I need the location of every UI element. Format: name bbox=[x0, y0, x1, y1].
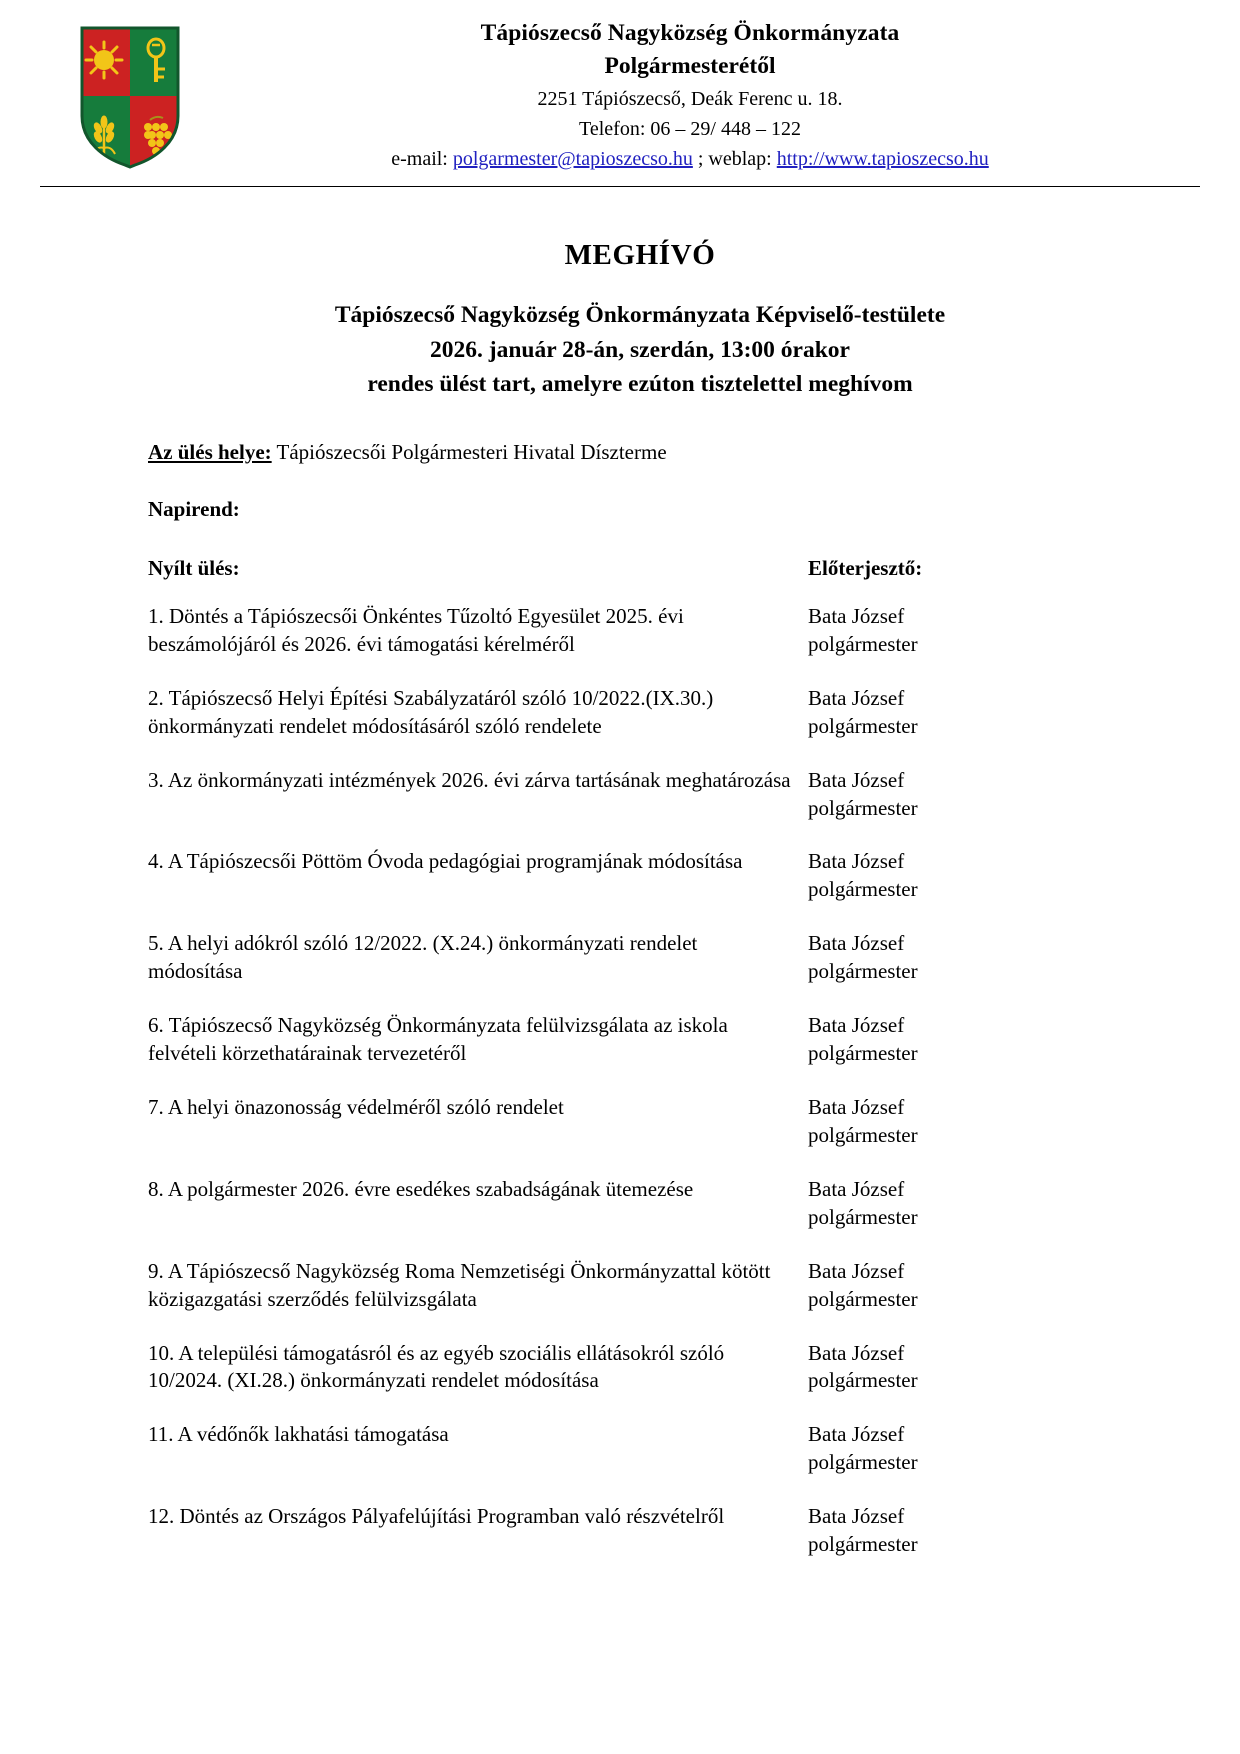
website-link[interactable]: http://www.tapioszecso.hu bbox=[776, 147, 989, 170]
agenda-item-presenter bbox=[808, 1176, 1132, 1232]
agenda-item-presenter bbox=[808, 1258, 1132, 1314]
agenda-item-presenter bbox=[808, 1421, 1132, 1477]
agenda-row bbox=[148, 1094, 1132, 1150]
letterhead bbox=[0, 0, 1240, 172]
agenda-item-presenter bbox=[808, 848, 1132, 904]
presenter-role: polgármester bbox=[808, 795, 918, 820]
agenda-item-topic: 7. A helyi önazonosság védelméről szóló rendelet bbox=[148, 1095, 564, 1120]
presenter-name: Bata József bbox=[808, 1095, 905, 1120]
announcement-line-1: Tápiószecső Nagyközség Önkormányzata Képviselő-testülete bbox=[334, 302, 946, 329]
agenda-row bbox=[148, 1503, 1132, 1559]
agenda-item-topic: 5. A helyi adókról szóló 12/2022. (X.24.) önkormányzati rendelet módosítása bbox=[148, 931, 698, 984]
presenter-role: polgármester bbox=[808, 1532, 918, 1557]
announcement-line-2: 2026. január 28-án, szerdán, 13:00 órakor bbox=[430, 336, 850, 363]
coat-of-arms-icon bbox=[78, 24, 182, 170]
agenda-row bbox=[148, 1340, 1132, 1396]
agenda-item-presenter bbox=[808, 1094, 1132, 1150]
agenda-item-topic: 1. Döntés a Tápiószecsői Önkéntes Tűzoltó Egyesület 2025. évi beszámolójáról és 2026. évi támogatási kérelméről bbox=[148, 603, 684, 656]
meeting-announcement bbox=[148, 298, 1132, 402]
presenter-name: Bata József bbox=[808, 1340, 905, 1365]
column-header-topic: Nyílt ülés: bbox=[148, 555, 240, 580]
document-body bbox=[0, 239, 1240, 1559]
presenter-role: polgármester bbox=[808, 1450, 918, 1475]
agenda-row bbox=[148, 848, 1132, 904]
agenda-item-presenter bbox=[808, 767, 1132, 823]
agenda-item-presenter bbox=[808, 1012, 1132, 1068]
presenter-role: polgármester bbox=[808, 713, 918, 738]
agenda-list bbox=[148, 603, 1132, 1559]
agenda-item-presenter bbox=[808, 603, 1132, 659]
presenter-role: polgármester bbox=[808, 1041, 918, 1066]
presenter-name: Bata József bbox=[808, 1258, 905, 1283]
presenter-name: Bata József bbox=[808, 1504, 905, 1529]
agenda-item-topic: 10. A települési támogatásról és az egyéb szociális ellátásokról szóló 10/2024. (XI.28.) önkormányzati rendelet módosítása bbox=[148, 1340, 725, 1393]
agenda-row bbox=[148, 1012, 1132, 1068]
page-title: MEGHÍVÓ bbox=[564, 239, 716, 272]
agenda-item-topic: 2. Tápiószecső Helyi Építési Szabályzatáról szóló 10/2022.(IX.30.) önkormányzati rendelet módosításáról szóló rendelete bbox=[148, 685, 714, 738]
presenter-name: Bata József bbox=[808, 1422, 905, 1447]
agenda-item-presenter bbox=[808, 685, 1132, 741]
presenter-role: polgármester bbox=[808, 1368, 918, 1393]
agenda-item-topic: 3. Az önkormányzati intézmények 2026. évi zárva tartásának meghatározása bbox=[148, 767, 791, 792]
agenda-row bbox=[148, 603, 1132, 659]
venue-value: Tápiószecsői Polgármesteri Hivatal Díszterme bbox=[271, 439, 667, 464]
presenter-name: Bata József bbox=[808, 767, 905, 792]
presenter-name: Bata József bbox=[808, 603, 905, 628]
presenter-role: polgármester bbox=[808, 877, 918, 902]
agenda-item-topic: 11. A védőnők lakhatási támogatása bbox=[148, 1422, 449, 1447]
presenter-name: Bata József bbox=[808, 931, 905, 956]
presenter-role: polgármester bbox=[808, 631, 918, 656]
contact-line bbox=[220, 146, 1160, 173]
presenter-name: Bata József bbox=[808, 1013, 905, 1038]
agenda-item-topic: 8. A polgármester 2026. évre esedékes szabadságának ütemezése bbox=[148, 1176, 694, 1201]
agenda-row bbox=[148, 767, 1132, 823]
agenda-row bbox=[148, 685, 1132, 741]
venue-line bbox=[148, 440, 1132, 465]
email-label: e-mail: bbox=[391, 147, 453, 170]
presenter-role: polgármester bbox=[808, 959, 918, 984]
presenter-name: Bata József bbox=[808, 685, 905, 710]
agenda-item-presenter bbox=[808, 930, 1132, 986]
organization-name: Tápiószecső Nagyközség Önkormányzata bbox=[480, 20, 900, 46]
agenda-row bbox=[148, 1258, 1132, 1314]
agenda-column-headers bbox=[148, 556, 1132, 581]
presenter-role: polgármester bbox=[808, 1204, 918, 1229]
crest-container bbox=[40, 18, 220, 170]
phone-line: Telefon: 06 – 29/ 448 – 122 bbox=[579, 117, 801, 140]
sun-charge bbox=[86, 42, 122, 78]
announcement-line-3: rendes ülést tart, amelyre ezúton tisztelettel meghívom bbox=[367, 371, 913, 398]
agenda-item-topic: 4. A Tápiószecsői Pöttöm Óvoda pedagógiai programjának módosítása bbox=[148, 849, 743, 874]
agenda-item-presenter bbox=[808, 1503, 1132, 1559]
column-header-presenter: Előterjesztő: bbox=[808, 555, 923, 580]
address-line: 2251 Tápiószecső, Deák Ferenc u. 18. bbox=[537, 87, 843, 110]
contact-separator: ; weblap: bbox=[692, 147, 777, 170]
agenda-item-topic: 9. A Tápiószecső Nagyközség Roma Nemzetiségi Önkormányzattal kötött közigazgatási szerződés felülvizsgálata bbox=[148, 1258, 771, 1311]
office-name: Polgármesterétől bbox=[604, 53, 776, 80]
agenda-row bbox=[148, 1176, 1132, 1232]
agenda-heading: Napirend: bbox=[148, 496, 240, 521]
header-divider bbox=[40, 186, 1200, 187]
email-link[interactable]: polgarmester@tapioszecso.hu bbox=[452, 147, 693, 170]
agenda-row bbox=[148, 1421, 1132, 1477]
presenter-name: Bata József bbox=[808, 849, 905, 874]
venue-label: Az ülés helye: bbox=[148, 439, 272, 464]
agenda-row bbox=[148, 930, 1132, 986]
presenter-role: polgármester bbox=[808, 1286, 918, 1311]
agenda-item-topic: 12. Döntés az Országos Pályafelújítási Programban való részvételről bbox=[148, 1504, 725, 1529]
agenda-item-presenter bbox=[808, 1340, 1132, 1396]
presenter-role: polgármester bbox=[808, 1122, 918, 1147]
agenda-item-topic: 6. Tápiószecső Nagyközség Önkormányzata felülvizsgálata az iskola felvételi körzethatárainak tervezetéről bbox=[148, 1013, 728, 1066]
presenter-name: Bata József bbox=[808, 1176, 905, 1201]
letterhead-text bbox=[220, 18, 1200, 172]
